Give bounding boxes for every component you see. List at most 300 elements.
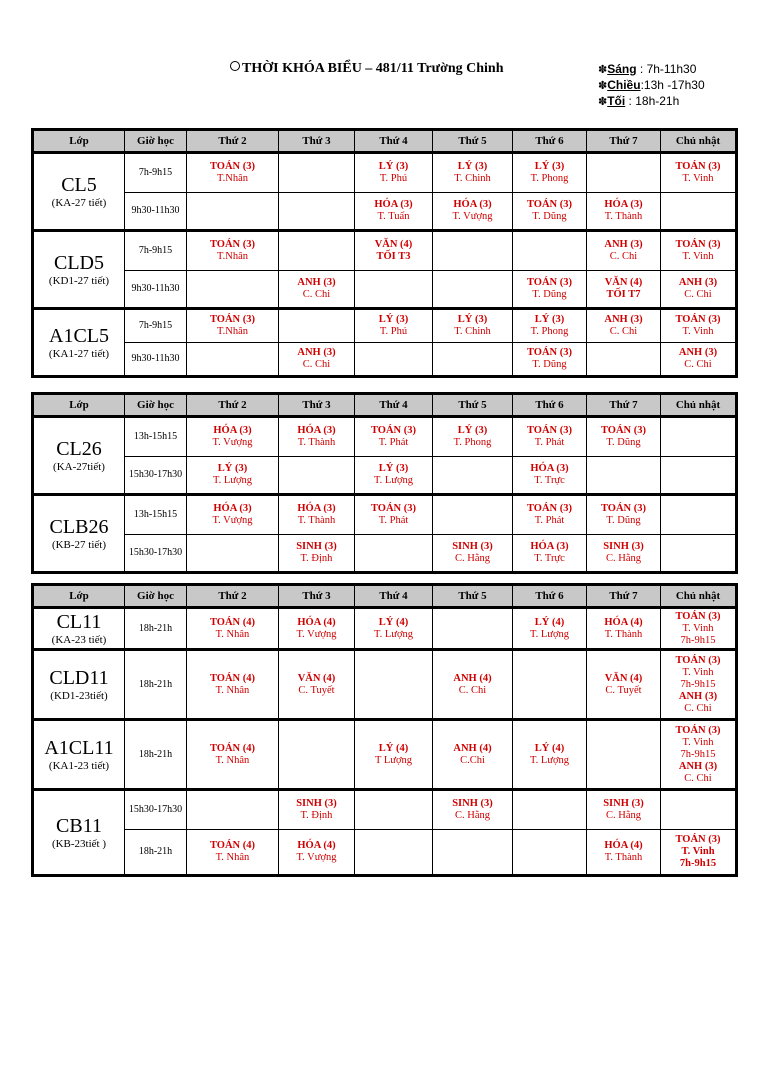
schedule-cell: [661, 343, 737, 377]
schedule-cell: [587, 153, 661, 193]
schedule-cell: [661, 153, 737, 193]
schedule-cell: [279, 457, 355, 495]
schedule-cell: [355, 650, 433, 720]
teacher: T. Vinh: [682, 622, 714, 634]
time-cell: 18h-21h: [125, 650, 187, 720]
schedule-cell: [355, 271, 433, 309]
subject: HÓA (3): [297, 425, 336, 436]
schedule-cell: [355, 343, 433, 377]
schedule-cell: [513, 830, 587, 876]
schedule-cell: [513, 790, 587, 830]
header-row: [33, 394, 737, 417]
teacher: C. Hằng: [455, 553, 490, 564]
schedule-cell: [661, 193, 737, 231]
teacher: C. Chi: [302, 289, 331, 300]
subject: LÝ (3): [534, 314, 565, 325]
teacher: 7h-9h15: [680, 678, 716, 690]
teacher: C. Chi: [609, 251, 638, 262]
subject: LÝ (3): [457, 314, 488, 325]
schedule-cell: [513, 153, 587, 193]
teacher: T. Vinh: [682, 251, 714, 262]
teacher: T. Thành: [604, 852, 643, 863]
subject: VĂN (4): [604, 672, 643, 684]
schedule-cell: [279, 417, 355, 457]
timetable-2: [31, 392, 738, 574]
column-header: Thứ 6: [513, 394, 587, 417]
subject: LÝ (3): [534, 161, 565, 172]
column-header: Lớp: [33, 130, 125, 153]
schedule-cell: [355, 790, 433, 830]
schedule-cell: [661, 417, 737, 457]
subject: VĂN (4): [604, 277, 643, 288]
schedule-cell: [433, 790, 513, 830]
schedule-cell: [513, 193, 587, 231]
teacher: T. Phong: [530, 173, 569, 184]
subject: TỐI T7: [606, 289, 641, 300]
teacher: T. Tuấn: [377, 211, 410, 222]
teacher: T. Vinh: [682, 666, 714, 678]
subject: LÝ (3): [378, 463, 409, 474]
schedule-cell: [433, 231, 513, 271]
subject: TOÁN (3): [675, 610, 721, 622]
column-header: Thứ 2: [187, 130, 279, 153]
subject: SINH (3): [452, 541, 493, 552]
subject: TOÁN (3): [370, 503, 416, 514]
subject: TOÁN (3): [675, 834, 721, 845]
table-row: [33, 608, 737, 650]
schedule-cell: [661, 231, 737, 271]
schedule-cell: [587, 417, 661, 457]
schedule-cell: [433, 417, 513, 457]
subject: HÓA (4): [604, 840, 643, 851]
subject: TOÁN (4): [209, 840, 255, 851]
column-header: Thứ 5: [433, 130, 513, 153]
schedule-cell: [661, 650, 737, 720]
schedule-cell: [279, 309, 355, 343]
schedule-cell: [587, 720, 661, 790]
schedule-cell: [433, 193, 513, 231]
time-cell: 9h30-11h30: [125, 271, 187, 309]
subject: SINH (3): [296, 798, 337, 809]
time-cell: 18h-21h: [125, 720, 187, 790]
column-header: Lớp: [33, 585, 125, 608]
subject: TOÁN (4): [209, 672, 255, 684]
schedule-cell: [279, 231, 355, 271]
teacher: T. Dũng: [532, 211, 567, 222]
subject: TOÁN (3): [675, 314, 721, 325]
schedule-cell: [279, 790, 355, 830]
table-row: [33, 309, 737, 343]
subject: LÝ (4): [534, 742, 565, 754]
schedule-cell: [433, 650, 513, 720]
teacher: T. Trực: [534, 475, 565, 486]
teacher: C. Chi: [684, 772, 712, 784]
schedule-cell: [587, 790, 661, 830]
column-header: Lớp: [33, 394, 125, 417]
schedule-cell: [661, 720, 737, 790]
schedule-cell: [587, 535, 661, 573]
subject: ANH (3): [297, 347, 336, 358]
schedule-cell: [187, 309, 279, 343]
schedule-cell: [279, 193, 355, 231]
subject: TOÁN (3): [675, 239, 721, 250]
schedule-cell: [433, 153, 513, 193]
schedule-cell: [661, 535, 737, 573]
teacher: T. Chinh: [454, 173, 491, 184]
class-name: A1CL5: [49, 324, 109, 347]
time-cell: 9h30-11h30: [125, 193, 187, 231]
table-row: [33, 231, 737, 271]
teacher: T. Vinh: [682, 736, 714, 748]
teacher: T.Nhân: [216, 251, 248, 262]
teacher: 7h-9h15: [680, 634, 716, 646]
column-header: Giờ học: [125, 130, 187, 153]
teacher: T. Vinh: [681, 846, 715, 857]
subject: ANH (4): [453, 672, 492, 684]
legend-row: ✽Tối : 18h-21h: [598, 94, 680, 108]
class-subtitle: (KB-27 tiết): [51, 538, 107, 551]
table-row: [33, 457, 737, 495]
schedule-cell: [433, 608, 513, 650]
schedule-cell: [279, 535, 355, 573]
subject: HÓA (3): [530, 541, 569, 552]
teacher: C. Tuyết: [298, 684, 335, 696]
schedule-cell: [355, 457, 433, 495]
teacher: C. Chi: [684, 702, 712, 714]
subject: HÓA (4): [297, 616, 336, 628]
subject: TOÁN (3): [675, 161, 721, 172]
teacher: T. Định: [300, 810, 333, 821]
teacher: C.Chi: [460, 754, 485, 766]
schedule-cell: [433, 720, 513, 790]
subject: LÝ (3): [217, 463, 248, 474]
teacher: T. Nhân: [215, 628, 250, 640]
subject: ANH (3): [678, 760, 718, 772]
class-name: CLD11: [49, 666, 109, 689]
schedule-cell: [279, 720, 355, 790]
schedule-cell: [187, 271, 279, 309]
teacher: T. Phú: [379, 173, 408, 184]
subject: VĂN (4): [297, 672, 336, 684]
schedule-cell: [355, 495, 433, 535]
table-row: [33, 650, 737, 720]
subject: ANH (3): [678, 347, 718, 358]
schedule-cell: [661, 608, 737, 650]
teacher: 7h-9h15: [679, 858, 717, 869]
class-cell: [33, 231, 125, 309]
schedule-cell: [661, 790, 737, 830]
schedule-cell: [513, 720, 587, 790]
teacher: T. Thành: [604, 628, 643, 640]
schedule-cell: [355, 309, 433, 343]
teacher: T. Lượng: [529, 754, 570, 766]
class-cell: [33, 153, 125, 231]
subject: TOÁN (3): [526, 425, 572, 436]
teacher: T. Phát: [534, 437, 565, 448]
schedule-cell: [187, 417, 279, 457]
schedule-cell: [187, 193, 279, 231]
schedule-cell: [513, 495, 587, 535]
class-subtitle: (KA-27tiết): [53, 460, 105, 473]
schedule-cell: [587, 608, 661, 650]
column-header: Thứ 7: [587, 585, 661, 608]
subject: TOÁN (3): [675, 654, 721, 666]
teacher: T. Vượng: [452, 211, 493, 222]
teacher: C. Chi: [302, 359, 331, 370]
schedule-cell: [355, 153, 433, 193]
teacher: T. Vượng: [296, 852, 337, 863]
subject: TOÁN (3): [526, 347, 572, 358]
schedule-cell: [433, 535, 513, 573]
schedule-cell: [587, 650, 661, 720]
subject: ANH (3): [678, 690, 718, 702]
schedule-cell: [279, 271, 355, 309]
schedule-cell: [587, 231, 661, 271]
teacher: T. Nhân: [215, 684, 250, 696]
subject: HÓA (3): [213, 425, 252, 436]
schedule-cell: [661, 271, 737, 309]
table-row: [33, 271, 737, 309]
table-row: [33, 495, 737, 535]
subject: SINH (3): [452, 798, 493, 809]
subject: SINH (3): [603, 541, 644, 552]
schedule-cell: [433, 457, 513, 495]
class-subtitle: (KA-23 tiết): [51, 633, 107, 646]
class-subtitle: (KA1-27 tiết): [48, 347, 110, 360]
subject: TOÁN (3): [526, 277, 572, 288]
header-row: [33, 130, 737, 153]
class-cell: [33, 309, 125, 377]
teacher: T. Lượng: [373, 475, 414, 486]
schedule-cell: [279, 830, 355, 876]
subject: LÝ (3): [457, 425, 488, 436]
schedule-cell: [279, 153, 355, 193]
schedule-cell: [187, 535, 279, 573]
column-header: Giờ học: [125, 585, 187, 608]
time-cell: 13h-15h15: [125, 495, 187, 535]
teacher: T. Dũng: [532, 359, 567, 370]
column-header: Chủ nhật: [661, 394, 737, 417]
teacher: C. Chi: [684, 359, 712, 370]
time-cell: 18h-21h: [125, 830, 187, 876]
column-header: Thứ 4: [355, 394, 433, 417]
teacher: T. Định: [300, 553, 333, 564]
time-cell: 7h-9h15: [125, 309, 187, 343]
schedule-cell: [355, 720, 433, 790]
schedule-cell: [587, 193, 661, 231]
class-subtitle: (KB-23tiết ): [51, 837, 107, 850]
column-header: Thứ 3: [279, 585, 355, 608]
subject: LÝ (4): [534, 616, 565, 628]
subject: HÓA (3): [530, 463, 569, 474]
schedule-cell: [187, 720, 279, 790]
teacher: T. Vượng: [212, 437, 253, 448]
schedule-cell: [661, 495, 737, 535]
class-cell: [33, 417, 125, 495]
subject: SINH (3): [603, 798, 644, 809]
teacher: T. Chinh: [454, 326, 491, 337]
column-header: Thứ 7: [587, 394, 661, 417]
schedule-cell: [279, 608, 355, 650]
teacher: T. Vinh: [682, 173, 714, 184]
teacher: T. Lượng: [373, 628, 414, 640]
teacher: T. Vinh: [682, 326, 714, 337]
subject: ANH (3): [678, 277, 718, 288]
subject: HÓA (4): [297, 840, 336, 851]
teacher: T. Thành: [604, 211, 643, 222]
subject: HÓA (4): [604, 616, 643, 628]
class-subtitle: (KD1-27 tiết): [48, 274, 110, 287]
schedule-cell: [433, 830, 513, 876]
time-cell: 9h30-11h30: [125, 343, 187, 377]
column-header: Chủ nhật: [661, 130, 737, 153]
column-header: Thứ 5: [433, 394, 513, 417]
subject: HÓA (3): [213, 503, 252, 514]
teacher: C. Tuyết: [605, 684, 642, 696]
subject: HÓA (3): [604, 199, 643, 210]
subject: TOÁN (4): [209, 616, 255, 628]
teacher: T. Phong: [453, 437, 492, 448]
column-header: Thứ 6: [513, 130, 587, 153]
subject: LÝ (3): [378, 314, 409, 325]
schedule-cell: [187, 343, 279, 377]
teacher: T. Phú: [379, 326, 408, 337]
column-header: Thứ 5: [433, 585, 513, 608]
schedule-cell: [355, 231, 433, 271]
schedule-cell: [433, 343, 513, 377]
teacher: C. Hằng: [455, 810, 490, 821]
schedule-cell: [355, 608, 433, 650]
timetable-1: [31, 128, 738, 378]
circle-icon: [230, 61, 240, 71]
schedule-cell: [355, 830, 433, 876]
teacher: T. Phát: [378, 515, 409, 526]
schedule-cell: [187, 650, 279, 720]
schedule-cell: [587, 495, 661, 535]
class-cell: [33, 790, 125, 876]
schedule-cell: [355, 193, 433, 231]
column-header: Thứ 7: [587, 130, 661, 153]
column-header: Thứ 6: [513, 585, 587, 608]
schedule-cell: [513, 417, 587, 457]
schedule-cell: [513, 457, 587, 495]
subject: LÝ (3): [457, 161, 488, 172]
teacher: T. Trực: [534, 553, 565, 564]
teacher: C. Chi: [684, 289, 712, 300]
subject: SINH (3): [296, 541, 337, 552]
schedule-cell: [279, 495, 355, 535]
teacher: T.Nhân: [216, 326, 248, 337]
subject: LÝ (3): [378, 161, 409, 172]
schedule-cell: [513, 650, 587, 720]
schedule-cell: [513, 535, 587, 573]
time-cell: 15h30-17h30: [125, 535, 187, 573]
schedule-cell: [187, 457, 279, 495]
table-row: [33, 535, 737, 573]
schedule-cell: [513, 309, 587, 343]
schedule-cell: [187, 608, 279, 650]
schedule-cell: [513, 271, 587, 309]
teacher: 7h-9h15: [680, 748, 716, 760]
column-header: Thứ 3: [279, 130, 355, 153]
teacher: T. Thành: [297, 437, 336, 448]
subject: TOÁN (3): [370, 425, 416, 436]
column-header: Giờ học: [125, 394, 187, 417]
teacher: C. Chi: [609, 326, 638, 337]
schedule-cell: [587, 830, 661, 876]
teacher: T. Nhân: [215, 754, 250, 766]
schedule-cell: [187, 495, 279, 535]
class-subtitle: (KA1-23 tiết): [48, 759, 110, 772]
teacher: C. Chi: [458, 684, 487, 696]
class-name: A1CL11: [44, 736, 114, 759]
time-cell: 7h-9h15: [125, 231, 187, 271]
subject: ANH (3): [604, 314, 643, 325]
subject: TOÁN (3): [675, 724, 721, 736]
schedule-cell: [587, 271, 661, 309]
column-header: Thứ 2: [187, 585, 279, 608]
teacher: T. Lượng: [529, 628, 570, 640]
header-row: [33, 585, 737, 608]
class-cell: [33, 495, 125, 573]
subject: TOÁN (3): [600, 503, 646, 514]
schedule-cell: [355, 417, 433, 457]
teacher: T Lượng: [374, 754, 412, 766]
schedule-cell: [433, 495, 513, 535]
schedule-cell: [355, 535, 433, 573]
teacher: T. Nhân: [215, 852, 250, 863]
teacher: T. Dũng: [606, 437, 641, 448]
time-cell: 18h-21h: [125, 608, 187, 650]
subject: HÓA (3): [374, 199, 413, 210]
teacher: T. Vượng: [296, 628, 337, 640]
teacher: T. Phong: [530, 326, 569, 337]
table-row: [33, 720, 737, 790]
table-row: [33, 153, 737, 193]
teacher: T.Nhân: [216, 173, 248, 184]
flower-icon: ✽: [598, 80, 608, 92]
schedule-cell: [513, 231, 587, 271]
column-header: Thứ 2: [187, 394, 279, 417]
table-row: [33, 343, 737, 377]
subject: TOÁN (3): [600, 425, 646, 436]
subject: TOÁN (3): [209, 239, 255, 250]
class-cell: [33, 608, 125, 650]
class-subtitle: (KD1-23tiết): [50, 689, 108, 702]
schedule-cell: [433, 309, 513, 343]
subject: TOÁN (3): [526, 503, 572, 514]
subject: LÝ (4): [378, 616, 409, 628]
teacher: C. Hằng: [606, 553, 641, 564]
column-header: Thứ 4: [355, 585, 433, 608]
schedule-cell: [279, 650, 355, 720]
schedule-cell: [587, 457, 661, 495]
class-name: CL11: [56, 610, 102, 633]
subject: TOÁN (4): [209, 742, 255, 754]
class-name: CLB26: [49, 515, 109, 538]
class-name: CB11: [56, 814, 102, 837]
table-row: [33, 417, 737, 457]
title-text: THỜI KHÓA BIỂU – 481/11 Trường Chinh: [242, 61, 504, 76]
class-name: CL5: [61, 173, 97, 196]
teacher: T. Dũng: [532, 289, 567, 300]
column-header: Chủ nhật: [661, 585, 737, 608]
table-row: [33, 830, 737, 876]
table-row: [33, 790, 737, 830]
session-legend: [598, 62, 705, 110]
time-cell: 7h-9h15: [125, 153, 187, 193]
column-header: Thứ 4: [355, 130, 433, 153]
